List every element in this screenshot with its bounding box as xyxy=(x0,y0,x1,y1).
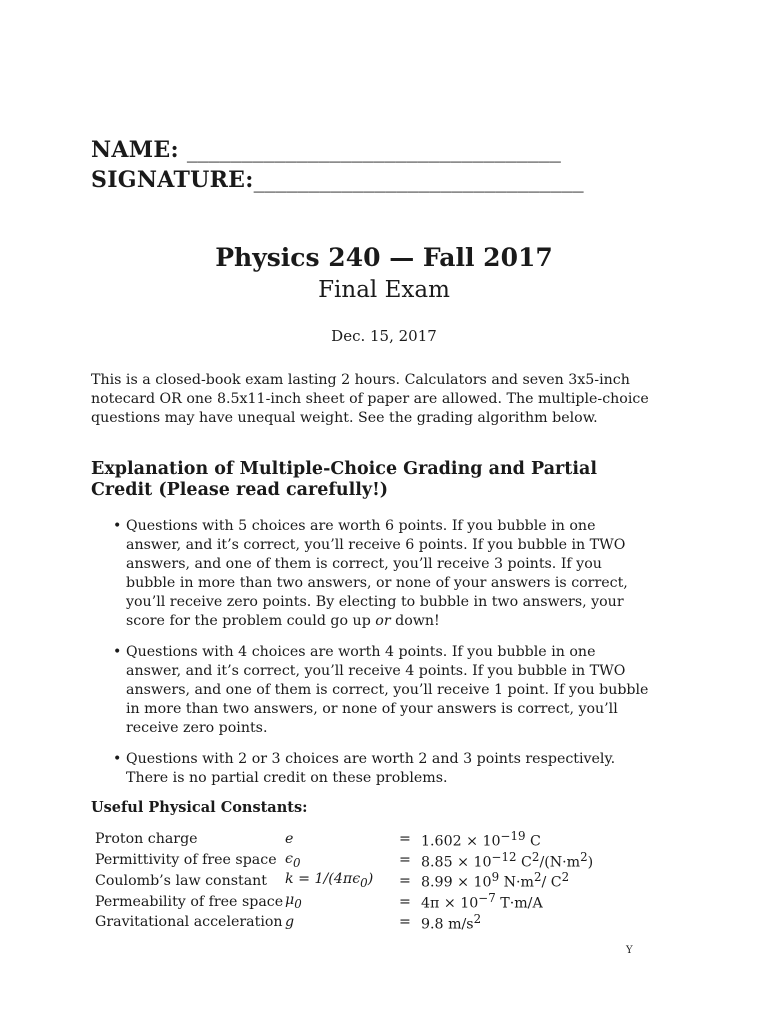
grading-rule-item xyxy=(91,643,651,738)
signature-line: ______________________________ xyxy=(253,168,584,193)
constant-row xyxy=(95,829,593,850)
rule-2-text: Questions with 4 choices are worth 4 points. If you bubble in one answer, and it’s correct, you’ll receive 4 points. If you bubble in TWO answers, and one of them is correct, you’ll receive 1 point. If you bubble in more than two answers, or none of your answers is correct, you’ll receive zero points. xyxy=(126,644,649,736)
equals-sign: = xyxy=(399,872,411,889)
bullet-icon: • xyxy=(113,644,122,660)
constant-value: $8.85 \times 10^{-12}$ $C^2/(N\cdot m^2)$ xyxy=(421,849,594,871)
constants-table xyxy=(95,829,593,933)
equals-sign: = xyxy=(399,852,411,869)
constant-row xyxy=(95,870,593,891)
intro-paragraph: This is a closed-book exam lasting 2 hours. Calculators and seven 3x5-inch notecard OR one 8.5x11-inch sheet of paper are allowed. The multiple-choice questions may have unequal weight. See the grading algorithm below. xyxy=(91,372,649,426)
equals-sign: = xyxy=(399,893,411,910)
constant-symbol: e xyxy=(285,831,294,848)
page-subtitle: Final Exam xyxy=(318,277,450,303)
page-title: Physics 240 — Fall 2017 xyxy=(215,243,553,272)
constant-symbol: $\epsilon_0$ xyxy=(285,850,301,870)
rule-1-end: down! xyxy=(390,613,440,629)
constant-symbol: $k = 1/(4\pi\epsilon_0)$ xyxy=(285,871,374,891)
bullet-icon: • xyxy=(113,751,122,767)
constant-name: Permittivity of free space xyxy=(95,852,277,869)
constant-symbol: g xyxy=(285,914,295,931)
rule-1-emphasis: or xyxy=(375,613,391,629)
constant-name: Gravitational acceleration xyxy=(95,914,283,931)
rule-1-text: Questions with 5 choices are worth 6 points. If you bubble in one answer, and it’s correct, you’ll receive 6 points. If you bubble in TWO answers, and one of them is correct, you’ll receive 3 points. If you bubble in more than two answers, or none of your answers is correct, you’ll receive zero points. By electing to bubble in two answers, your score for the problem could go up xyxy=(126,518,628,629)
grading-rule-item xyxy=(91,517,651,631)
equals-sign: = xyxy=(399,914,411,931)
grading-rule-item xyxy=(91,750,651,788)
constant-name: Coulomb’s law constant xyxy=(95,872,268,889)
corner-mark: Y xyxy=(626,945,633,956)
grading-rules-list xyxy=(91,517,651,800)
constant-name: Permeability of free space xyxy=(95,893,284,910)
constant-symbol: $\mu_0$ xyxy=(285,892,302,911)
constants-heading: Useful Physical Constants: xyxy=(91,799,308,816)
constant-value: $8.99 \times 10^9$ $N\cdot m^2/$ $C^2$ xyxy=(421,870,570,892)
bullet-icon: • xyxy=(113,518,122,534)
constant-row xyxy=(95,850,593,871)
constant-value: $1.602 \times 10^{-19}$ C xyxy=(421,829,541,850)
name-label: NAME: xyxy=(91,137,179,163)
name-line: __________________________________ xyxy=(186,138,561,163)
signature-field xyxy=(91,167,584,193)
equals-sign: = xyxy=(399,831,411,848)
constant-name: Proton charge xyxy=(95,831,198,848)
signature-label: SIGNATURE: xyxy=(91,167,254,193)
grading-section-heading: Explanation of Multiple-Choice Grading and Partial Credit (Please read carefully!) xyxy=(91,459,597,500)
constant-row xyxy=(95,912,593,933)
constant-row xyxy=(95,891,593,912)
name-field xyxy=(91,137,561,163)
rule-3-text: Questions with 2 or 3 choices are worth 2 and 3 points respectively. There is no partial credit on these problems. xyxy=(126,751,616,786)
constant-value: $4\pi \times 10^{-7}$ T·m/A xyxy=(421,891,543,912)
constant-value: 9.8 $m/s^2$ xyxy=(421,911,482,933)
exam-date: Dec. 15, 2017 xyxy=(331,327,437,345)
